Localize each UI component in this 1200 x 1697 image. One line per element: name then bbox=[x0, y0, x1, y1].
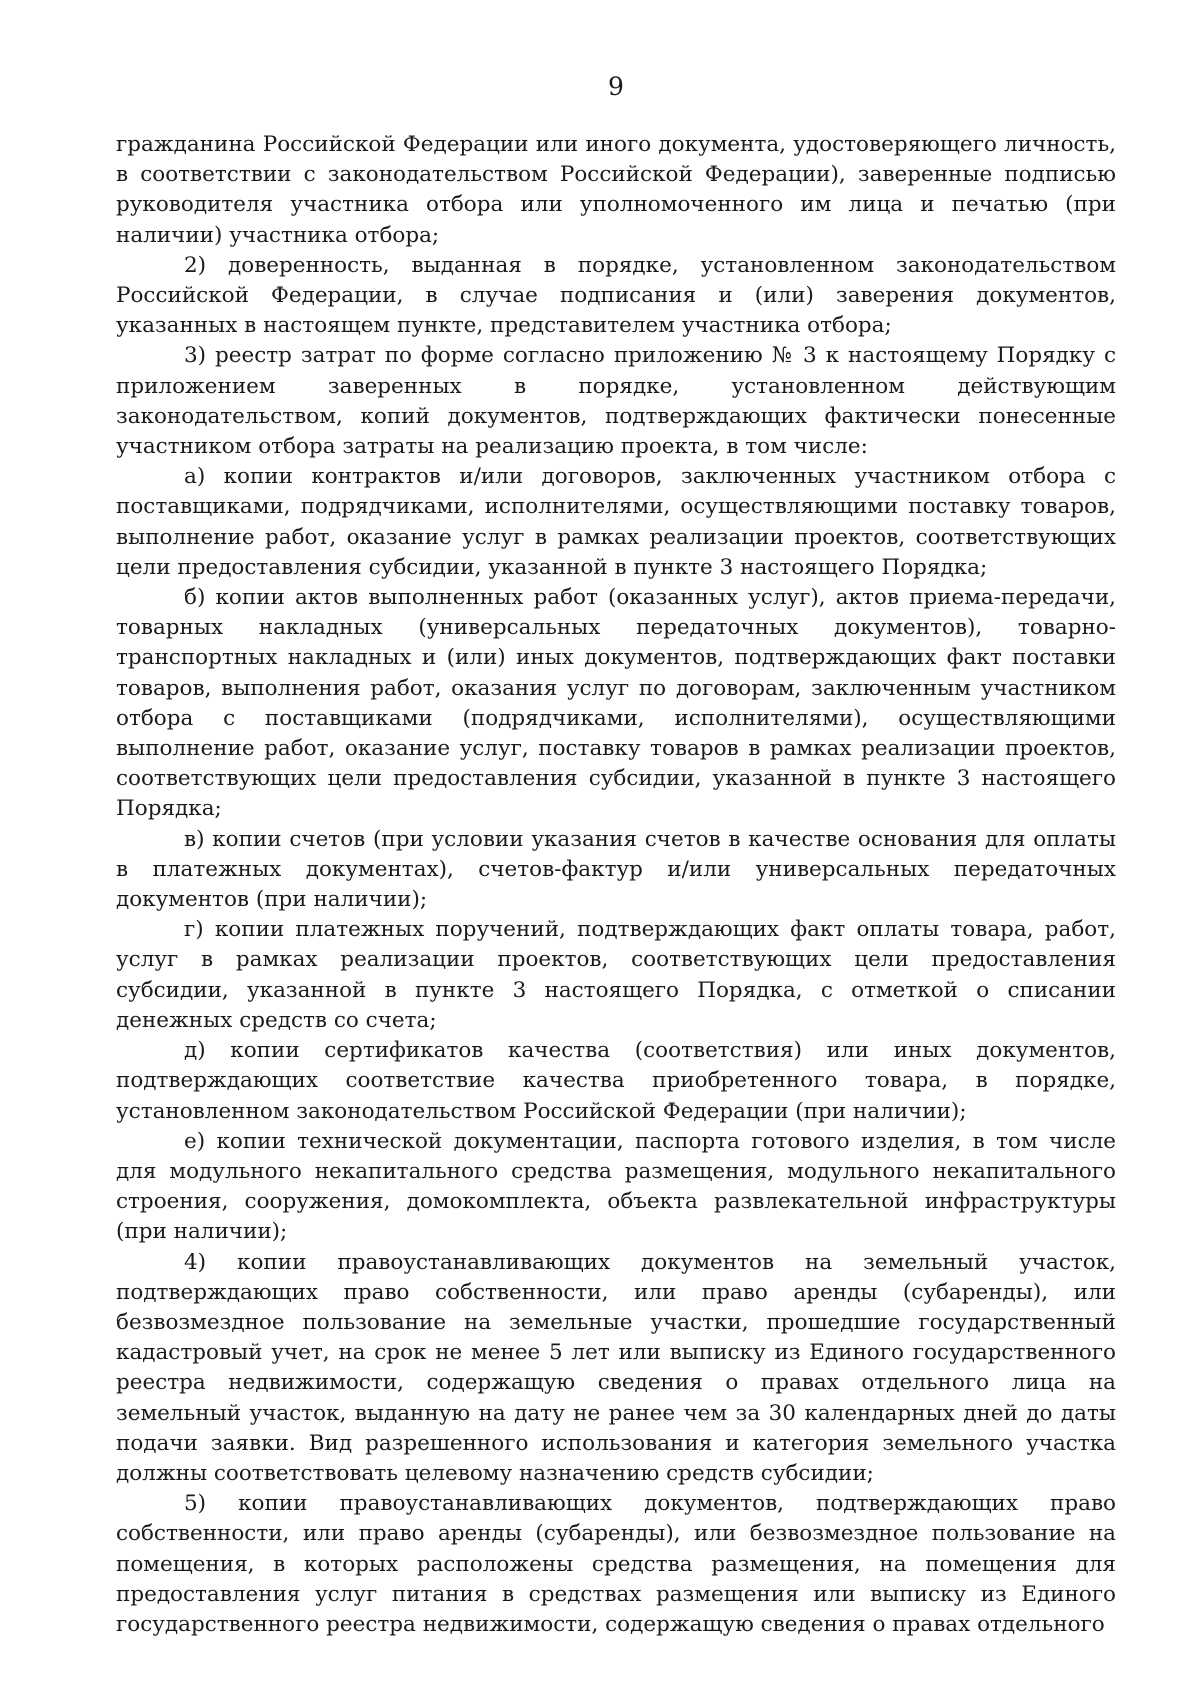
paragraph-item-3: 3) реестр затрат по форме согласно приложению № 3 к настоящему Порядку с приложением заверенных в порядке, установленном действующим законодательством, копий документов, подтверждающих фактически понесенные участником отбора затраты на реализацию проекта, в том числе: bbox=[116, 343, 1116, 460]
paragraph-continuation: гражданина Российской Федерации или иного документа, удостоверяющего личность, в соответствии с законодательством Российской Федерации), заверенные подписью руководителя участника отбора или уполномоченного им лица и печатью (при наличии) участника отбора; bbox=[116, 132, 1116, 248]
paragraph-subitem-a: а) копии контрактов и/или договоров, заключенных участником отбора с поставщиками, подрядчиками, исполнителями, осуществляющими поставку товаров, выполнение работ, оказание услуг в рамках реализации проектов, соответствующих цели предоставления субсидии, указанной в пункте 3 настоящего Порядка; bbox=[116, 464, 1116, 580]
paragraph-item-5: 5) копии правоустанавливающих документов, подтверждающих право собственности, или право аренды (субаренды), или безвозмездное пользование на помещения, в которых расположены средства размещения, на помещения для предоставления услуг питания в средствах размещения или выписку из Единого государственного реестра недвижимости, содержащую сведения о правах отдельного bbox=[116, 1491, 1116, 1637]
paragraph-subitem-b: б) копии актов выполненных работ (оказанных услуг), актов приема-передачи, товарных накладных (универсальных передаточных документов), товарно-транспортных накладных и (или) иных документов, подтверждающих факт поставки товаров, выполнения работ, оказания услуг по договорам, заключенным участником отбора с поставщиками (подрядчиками, исполнителями), осуществляющими выполнение работ, оказание услуг, поставку товаров в рамках реализации проектов, соответствующих цели предоставления субсидии, указанной в пункте 3 настоящего Порядка; bbox=[116, 585, 1116, 822]
paragraph-item-2: 2) доверенность, выданная в порядке, установленном законодательством Российской Федерации, в случае подписания и (или) заверения документов, указанных в настоящем пункте, представителем участника отбора; bbox=[116, 252, 1116, 339]
paragraph-item-4: 4) копии правоустанавливающих документов на земельный участок, подтверждающих право собственности, или право аренды (субаренды), или безвозмездное пользование на земельные участки, прошедшие государственный кадастровый учет, на срок не менее 5 лет или выписку из Единого государственного реестра недвижимости, содержащую сведения о правах отдельного лица на земельный участок, выданную на дату не ранее чем за 30 календарных дней до даты подачи заявки. Вид разрешенного использования и категория земельного участка должны соответствовать целевому назначению средств субсидии; bbox=[116, 1249, 1116, 1486]
document-body bbox=[116, 130, 1116, 1640]
page-number: 9 bbox=[608, 72, 624, 101]
paragraph-subitem-g: г) копии платежных поручений, подтверждающих факт оплаты товара, работ, услуг в рамках реализации проектов, соответствующих цели предоставления субсидии, указанной в пункте 3 настоящего Порядка, с отметкой о списании денежных средств со счета; bbox=[116, 917, 1116, 1033]
paragraph-subitem-e: е) копии технической документации, паспорта готового изделия, в том числе для модульного некапитального средства размещения, модульного некапитального строения, сооружения, домокомплекта, объекта развлекательной инфраструктуры (при наличии); bbox=[116, 1128, 1116, 1245]
paragraph-subitem-v: в) копии счетов (при условии указания счетов в качестве основания для оплаты в платежных документах), счетов-фактур и/или универсальных передаточных документов (при наличии); bbox=[116, 826, 1116, 913]
paragraph-subitem-d: д) копии сертификатов качества (соответствия) или иных документов, подтверждающих соответствие качества приобретенного товара, в порядке, установленном законодательством Российской Федерации (при наличии); bbox=[116, 1038, 1116, 1124]
